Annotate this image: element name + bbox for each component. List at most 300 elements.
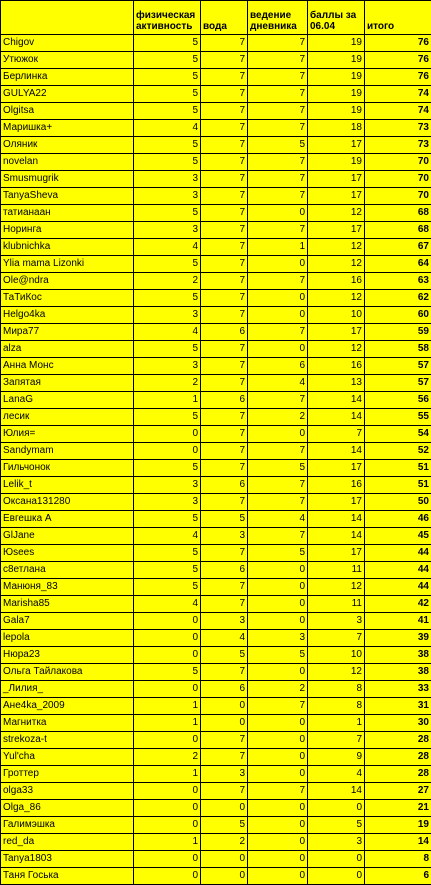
diary-cell[interactable]: 7	[248, 222, 308, 239]
daily-score-cell[interactable]: 12	[308, 256, 365, 273]
daily-score-cell[interactable]: 8	[308, 681, 365, 698]
physical-activity-cell[interactable]: 3	[134, 477, 201, 494]
participant-name-cell[interactable]: Lelik_t	[1, 477, 134, 494]
total-cell[interactable]: 52	[365, 443, 431, 460]
total-cell[interactable]: 73	[365, 120, 431, 137]
participant-name-cell[interactable]: Магнитка	[1, 715, 134, 732]
physical-activity-cell[interactable]: 0	[134, 426, 201, 443]
participant-name-cell[interactable]: Olgitsa	[1, 103, 134, 120]
participant-name-cell[interactable]: red_da	[1, 834, 134, 851]
daily-score-cell[interactable]: 11	[308, 596, 365, 613]
diary-cell[interactable]: 7	[248, 171, 308, 188]
daily-score-cell[interactable]: 17	[308, 137, 365, 154]
header-total[interactable]: итого	[365, 1, 431, 35]
diary-cell[interactable]: 3	[248, 630, 308, 647]
diary-cell[interactable]: 7	[248, 528, 308, 545]
participant-name-cell[interactable]: Marisha85	[1, 596, 134, 613]
total-cell[interactable]: 76	[365, 52, 431, 69]
total-cell[interactable]: 44	[365, 562, 431, 579]
water-cell[interactable]: 6	[201, 477, 248, 494]
total-cell[interactable]: 57	[365, 375, 431, 392]
total-cell[interactable]: 44	[365, 545, 431, 562]
physical-activity-cell[interactable]: 2	[134, 749, 201, 766]
daily-score-cell[interactable]: 16	[308, 273, 365, 290]
water-cell[interactable]: 7	[201, 188, 248, 205]
diary-cell[interactable]: 5	[248, 545, 308, 562]
water-cell[interactable]: 7	[201, 443, 248, 460]
water-cell[interactable]: 7	[201, 307, 248, 324]
daily-score-cell[interactable]: 18	[308, 120, 365, 137]
header-name[interactable]	[1, 1, 134, 35]
water-cell[interactable]: 7	[201, 749, 248, 766]
water-cell[interactable]: 7	[201, 35, 248, 52]
diary-cell[interactable]: 0	[248, 205, 308, 222]
diary-cell[interactable]: 0	[248, 664, 308, 681]
physical-activity-cell[interactable]: 5	[134, 86, 201, 103]
diary-cell[interactable]: 0	[248, 596, 308, 613]
water-cell[interactable]: 7	[201, 52, 248, 69]
total-cell[interactable]: 44	[365, 579, 431, 596]
diary-cell[interactable]: 0	[248, 562, 308, 579]
diary-cell[interactable]: 7	[248, 52, 308, 69]
physical-activity-cell[interactable]: 4	[134, 528, 201, 545]
participant-name-cell[interactable]: Юsees	[1, 545, 134, 562]
water-cell[interactable]: 5	[201, 647, 248, 664]
physical-activity-cell[interactable]: 3	[134, 307, 201, 324]
total-cell[interactable]: 76	[365, 35, 431, 52]
physical-activity-cell[interactable]: 4	[134, 239, 201, 256]
participant-name-cell[interactable]: Olga_86	[1, 800, 134, 817]
physical-activity-cell[interactable]: 0	[134, 630, 201, 647]
daily-score-cell[interactable]: 17	[308, 222, 365, 239]
physical-activity-cell[interactable]: 2	[134, 375, 201, 392]
diary-cell[interactable]: 5	[248, 137, 308, 154]
water-cell[interactable]: 7	[201, 222, 248, 239]
diary-cell[interactable]: 7	[248, 188, 308, 205]
daily-score-cell[interactable]: 5	[308, 817, 365, 834]
header-physical-activity[interactable]: физическая активность	[134, 1, 201, 35]
total-cell[interactable]: 51	[365, 477, 431, 494]
daily-score-cell[interactable]: 14	[308, 409, 365, 426]
physical-activity-cell[interactable]: 5	[134, 69, 201, 86]
daily-score-cell[interactable]: 17	[308, 494, 365, 511]
participant-name-cell[interactable]: Нюра23	[1, 647, 134, 664]
physical-activity-cell[interactable]: 5	[134, 511, 201, 528]
water-cell[interactable]: 7	[201, 426, 248, 443]
participant-name-cell[interactable]: novelan	[1, 154, 134, 171]
total-cell[interactable]: 42	[365, 596, 431, 613]
water-cell[interactable]: 7	[201, 86, 248, 103]
diary-cell[interactable]: 5	[248, 647, 308, 664]
diary-cell[interactable]: 7	[248, 324, 308, 341]
daily-score-cell[interactable]: 17	[308, 460, 365, 477]
participant-name-cell[interactable]: Helgo4ka	[1, 307, 134, 324]
physical-activity-cell[interactable]: 0	[134, 443, 201, 460]
water-cell[interactable]: 3	[201, 766, 248, 783]
physical-activity-cell[interactable]: 5	[134, 290, 201, 307]
physical-activity-cell[interactable]: 4	[134, 120, 201, 137]
daily-score-cell[interactable]: 7	[308, 426, 365, 443]
water-cell[interactable]: 6	[201, 681, 248, 698]
water-cell[interactable]: 7	[201, 273, 248, 290]
total-cell[interactable]: 57	[365, 358, 431, 375]
water-cell[interactable]: 7	[201, 783, 248, 800]
total-cell[interactable]: 46	[365, 511, 431, 528]
participant-name-cell[interactable]: Запятая	[1, 375, 134, 392]
total-cell[interactable]: 45	[365, 528, 431, 545]
participant-name-cell[interactable]: Tanya1803	[1, 851, 134, 868]
participant-name-cell[interactable]: Анна Монс	[1, 358, 134, 375]
physical-activity-cell[interactable]: 3	[134, 222, 201, 239]
diary-cell[interactable]: 7	[248, 783, 308, 800]
daily-score-cell[interactable]: 19	[308, 35, 365, 52]
daily-score-cell[interactable]: 7	[308, 630, 365, 647]
participant-name-cell[interactable]: Smusmugrik	[1, 171, 134, 188]
diary-cell[interactable]: 5	[248, 460, 308, 477]
water-cell[interactable]: 7	[201, 171, 248, 188]
participant-name-cell[interactable]: lepola	[1, 630, 134, 647]
daily-score-cell[interactable]: 12	[308, 239, 365, 256]
diary-cell[interactable]: 0	[248, 851, 308, 868]
total-cell[interactable]: 68	[365, 222, 431, 239]
participant-name-cell[interactable]: Норинга	[1, 222, 134, 239]
diary-cell[interactable]: 2	[248, 409, 308, 426]
total-cell[interactable]: 56	[365, 392, 431, 409]
total-cell[interactable]: 31	[365, 698, 431, 715]
water-cell[interactable]: 7	[201, 103, 248, 120]
daily-score-cell[interactable]: 17	[308, 188, 365, 205]
daily-score-cell[interactable]: 16	[308, 358, 365, 375]
water-cell[interactable]: 4	[201, 630, 248, 647]
diary-cell[interactable]: 0	[248, 817, 308, 834]
daily-score-cell[interactable]: 0	[308, 851, 365, 868]
total-cell[interactable]: 38	[365, 664, 431, 681]
physical-activity-cell[interactable]: 3	[134, 188, 201, 205]
diary-cell[interactable]: 4	[248, 375, 308, 392]
daily-score-cell[interactable]: 12	[308, 664, 365, 681]
physical-activity-cell[interactable]: 1	[134, 834, 201, 851]
physical-activity-cell[interactable]: 0	[134, 851, 201, 868]
daily-score-cell[interactable]: 14	[308, 528, 365, 545]
water-cell[interactable]: 7	[201, 409, 248, 426]
participant-name-cell[interactable]: Gala7	[1, 613, 134, 630]
diary-cell[interactable]: 1	[248, 239, 308, 256]
physical-activity-cell[interactable]: 0	[134, 647, 201, 664]
total-cell[interactable]: 8	[365, 851, 431, 868]
water-cell[interactable]: 0	[201, 800, 248, 817]
participant-name-cell[interactable]: TanyaSheva	[1, 188, 134, 205]
water-cell[interactable]: 0	[201, 851, 248, 868]
participant-name-cell[interactable]: Утюжок	[1, 52, 134, 69]
daily-score-cell[interactable]: 19	[308, 103, 365, 120]
water-cell[interactable]: 7	[201, 375, 248, 392]
participant-name-cell[interactable]: Ольга Тайлакова	[1, 664, 134, 681]
water-cell[interactable]: 6	[201, 324, 248, 341]
physical-activity-cell[interactable]: 2	[134, 273, 201, 290]
participant-name-cell[interactable]: _Лилия_	[1, 681, 134, 698]
daily-score-cell[interactable]: 12	[308, 205, 365, 222]
water-cell[interactable]: 7	[201, 460, 248, 477]
participant-name-cell[interactable]: Ole@ndra	[1, 273, 134, 290]
diary-cell[interactable]: 0	[248, 256, 308, 273]
water-cell[interactable]: 2	[201, 834, 248, 851]
participant-name-cell[interactable]: Галимэшка	[1, 817, 134, 834]
diary-cell[interactable]: 0	[248, 732, 308, 749]
total-cell[interactable]: 27	[365, 783, 431, 800]
water-cell[interactable]: 0	[201, 698, 248, 715]
physical-activity-cell[interactable]: 0	[134, 613, 201, 630]
diary-cell[interactable]: 7	[248, 392, 308, 409]
physical-activity-cell[interactable]: 0	[134, 783, 201, 800]
water-cell[interactable]: 7	[201, 358, 248, 375]
participant-name-cell[interactable]: alza	[1, 341, 134, 358]
physical-activity-cell[interactable]: 0	[134, 732, 201, 749]
total-cell[interactable]: 68	[365, 205, 431, 222]
diary-cell[interactable]: 0	[248, 800, 308, 817]
total-cell[interactable]: 33	[365, 681, 431, 698]
physical-activity-cell[interactable]: 5	[134, 256, 201, 273]
daily-score-cell[interactable]: 17	[308, 324, 365, 341]
participant-name-cell[interactable]: GlJane	[1, 528, 134, 545]
participant-name-cell[interactable]: Ане4ka_2009	[1, 698, 134, 715]
daily-score-cell[interactable]: 19	[308, 154, 365, 171]
header-diary[interactable]: ведение дневника	[248, 1, 308, 35]
participant-name-cell[interactable]: с8етлана	[1, 562, 134, 579]
diary-cell[interactable]: 0	[248, 579, 308, 596]
physical-activity-cell[interactable]: 5	[134, 205, 201, 222]
diary-cell[interactable]: 0	[248, 749, 308, 766]
daily-score-cell[interactable]: 8	[308, 698, 365, 715]
participant-name-cell[interactable]: Юлия=	[1, 426, 134, 443]
total-cell[interactable]: 6	[365, 868, 431, 885]
diary-cell[interactable]: 7	[248, 69, 308, 86]
physical-activity-cell[interactable]: 5	[134, 35, 201, 52]
total-cell[interactable]: 39	[365, 630, 431, 647]
physical-activity-cell[interactable]: 1	[134, 698, 201, 715]
diary-cell[interactable]: 4	[248, 511, 308, 528]
water-cell[interactable]: 5	[201, 511, 248, 528]
physical-activity-cell[interactable]: 1	[134, 392, 201, 409]
daily-score-cell[interactable]: 3	[308, 834, 365, 851]
participant-name-cell[interactable]: Таня Госька	[1, 868, 134, 885]
daily-score-cell[interactable]: 3	[308, 613, 365, 630]
participant-name-cell[interactable]: GULYA22	[1, 86, 134, 103]
diary-cell[interactable]: 0	[248, 613, 308, 630]
total-cell[interactable]: 67	[365, 239, 431, 256]
daily-score-cell[interactable]: 11	[308, 562, 365, 579]
total-cell[interactable]: 51	[365, 460, 431, 477]
participant-name-cell[interactable]: LanaG	[1, 392, 134, 409]
water-cell[interactable]: 7	[201, 290, 248, 307]
total-cell[interactable]: 50	[365, 494, 431, 511]
participant-name-cell[interactable]: Оксана131280	[1, 494, 134, 511]
total-cell[interactable]: 28	[365, 749, 431, 766]
physical-activity-cell[interactable]: 0	[134, 800, 201, 817]
participant-name-cell[interactable]: Гроттер	[1, 766, 134, 783]
diary-cell[interactable]: 0	[248, 715, 308, 732]
physical-activity-cell[interactable]: 5	[134, 664, 201, 681]
physical-activity-cell[interactable]: 1	[134, 766, 201, 783]
physical-activity-cell[interactable]: 5	[134, 137, 201, 154]
diary-cell[interactable]: 7	[248, 477, 308, 494]
diary-cell[interactable]: 7	[248, 273, 308, 290]
daily-score-cell[interactable]: 19	[308, 69, 365, 86]
total-cell[interactable]: 19	[365, 817, 431, 834]
water-cell[interactable]: 7	[201, 154, 248, 171]
diary-cell[interactable]: 7	[248, 103, 308, 120]
physical-activity-cell[interactable]: 0	[134, 681, 201, 698]
total-cell[interactable]: 74	[365, 86, 431, 103]
total-cell[interactable]: 70	[365, 188, 431, 205]
participant-name-cell[interactable]: Евгешка А	[1, 511, 134, 528]
total-cell[interactable]: 64	[365, 256, 431, 273]
water-cell[interactable]: 7	[201, 256, 248, 273]
daily-score-cell[interactable]: 4	[308, 766, 365, 783]
physical-activity-cell[interactable]: 5	[134, 409, 201, 426]
daily-score-cell[interactable]: 17	[308, 545, 365, 562]
diary-cell[interactable]: 7	[248, 120, 308, 137]
diary-cell[interactable]: 0	[248, 834, 308, 851]
water-cell[interactable]: 7	[201, 205, 248, 222]
participant-name-cell[interactable]: лесик	[1, 409, 134, 426]
participant-name-cell[interactable]: Гильчонок	[1, 460, 134, 477]
daily-score-cell[interactable]: 10	[308, 647, 365, 664]
participant-name-cell[interactable]: Маришка+	[1, 120, 134, 137]
diary-cell[interactable]: 7	[248, 698, 308, 715]
physical-activity-cell[interactable]: 1	[134, 715, 201, 732]
water-cell[interactable]: 0	[201, 868, 248, 885]
physical-activity-cell[interactable]: 4	[134, 324, 201, 341]
participant-name-cell[interactable]: strekoza-t	[1, 732, 134, 749]
total-cell[interactable]: 70	[365, 171, 431, 188]
diary-cell[interactable]: 7	[248, 494, 308, 511]
diary-cell[interactable]: 0	[248, 868, 308, 885]
participant-name-cell[interactable]: Оляник	[1, 137, 134, 154]
daily-score-cell[interactable]: 14	[308, 511, 365, 528]
daily-score-cell[interactable]: 19	[308, 86, 365, 103]
daily-score-cell[interactable]: 19	[308, 52, 365, 69]
total-cell[interactable]: 14	[365, 834, 431, 851]
diary-cell[interactable]: 2	[248, 681, 308, 698]
diary-cell[interactable]: 0	[248, 341, 308, 358]
physical-activity-cell[interactable]: 4	[134, 596, 201, 613]
daily-score-cell[interactable]: 12	[308, 579, 365, 596]
water-cell[interactable]: 7	[201, 120, 248, 137]
total-cell[interactable]: 59	[365, 324, 431, 341]
daily-score-cell[interactable]: 0	[308, 868, 365, 885]
physical-activity-cell[interactable]: 5	[134, 460, 201, 477]
water-cell[interactable]: 5	[201, 817, 248, 834]
diary-cell[interactable]: 0	[248, 307, 308, 324]
total-cell[interactable]: 76	[365, 69, 431, 86]
physical-activity-cell[interactable]: 5	[134, 103, 201, 120]
total-cell[interactable]: 62	[365, 290, 431, 307]
water-cell[interactable]: 7	[201, 494, 248, 511]
participant-name-cell[interactable]: Yul'cha	[1, 749, 134, 766]
daily-score-cell[interactable]: 0	[308, 800, 365, 817]
daily-score-cell[interactable]: 12	[308, 290, 365, 307]
water-cell[interactable]: 3	[201, 613, 248, 630]
participant-name-cell[interactable]: татианаан	[1, 205, 134, 222]
water-cell[interactable]: 7	[201, 664, 248, 681]
daily-score-cell[interactable]: 7	[308, 732, 365, 749]
total-cell[interactable]: 28	[365, 766, 431, 783]
water-cell[interactable]: 7	[201, 137, 248, 154]
physical-activity-cell[interactable]: 0	[134, 817, 201, 834]
physical-activity-cell[interactable]: 3	[134, 171, 201, 188]
diary-cell[interactable]: 7	[248, 86, 308, 103]
total-cell[interactable]: 60	[365, 307, 431, 324]
daily-score-cell[interactable]: 16	[308, 477, 365, 494]
total-cell[interactable]: 73	[365, 137, 431, 154]
total-cell[interactable]: 30	[365, 715, 431, 732]
physical-activity-cell[interactable]: 5	[134, 562, 201, 579]
physical-activity-cell[interactable]: 5	[134, 341, 201, 358]
water-cell[interactable]: 7	[201, 545, 248, 562]
physical-activity-cell[interactable]: 5	[134, 545, 201, 562]
daily-score-cell[interactable]: 1	[308, 715, 365, 732]
participant-name-cell[interactable]: Манюня_83	[1, 579, 134, 596]
daily-score-cell[interactable]: 12	[308, 341, 365, 358]
total-cell[interactable]: 21	[365, 800, 431, 817]
water-cell[interactable]: 7	[201, 579, 248, 596]
header-water[interactable]: вода	[201, 1, 248, 35]
daily-score-cell[interactable]: 14	[308, 392, 365, 409]
participant-name-cell[interactable]: Sandymam	[1, 443, 134, 460]
diary-cell[interactable]: 7	[248, 443, 308, 460]
water-cell[interactable]: 7	[201, 732, 248, 749]
water-cell[interactable]: 6	[201, 562, 248, 579]
total-cell[interactable]: 74	[365, 103, 431, 120]
diary-cell[interactable]: 0	[248, 426, 308, 443]
diary-cell[interactable]: 7	[248, 35, 308, 52]
participant-name-cell[interactable]: Chigov	[1, 35, 134, 52]
daily-score-cell[interactable]: 14	[308, 443, 365, 460]
participant-name-cell[interactable]: olga33	[1, 783, 134, 800]
participant-name-cell[interactable]: ТаТиКос	[1, 290, 134, 307]
total-cell[interactable]: 38	[365, 647, 431, 664]
total-cell[interactable]: 55	[365, 409, 431, 426]
participant-name-cell[interactable]: Мира77	[1, 324, 134, 341]
water-cell[interactable]: 7	[201, 596, 248, 613]
diary-cell[interactable]: 6	[248, 358, 308, 375]
physical-activity-cell[interactable]: 5	[134, 52, 201, 69]
physical-activity-cell[interactable]: 3	[134, 494, 201, 511]
water-cell[interactable]: 3	[201, 528, 248, 545]
total-cell[interactable]: 58	[365, 341, 431, 358]
water-cell[interactable]: 6	[201, 392, 248, 409]
water-cell[interactable]: 7	[201, 341, 248, 358]
physical-activity-cell[interactable]: 0	[134, 868, 201, 885]
daily-score-cell[interactable]: 17	[308, 171, 365, 188]
daily-score-cell[interactable]: 13	[308, 375, 365, 392]
physical-activity-cell[interactable]: 5	[134, 579, 201, 596]
total-cell[interactable]: 70	[365, 154, 431, 171]
participant-name-cell[interactable]: Берлинка	[1, 69, 134, 86]
total-cell[interactable]: 41	[365, 613, 431, 630]
total-cell[interactable]: 63	[365, 273, 431, 290]
total-cell[interactable]: 28	[365, 732, 431, 749]
diary-cell[interactable]: 7	[248, 154, 308, 171]
physical-activity-cell[interactable]: 5	[134, 154, 201, 171]
total-cell[interactable]: 54	[365, 426, 431, 443]
diary-cell[interactable]: 0	[248, 290, 308, 307]
water-cell[interactable]: 0	[201, 715, 248, 732]
participant-name-cell[interactable]: Ylia mama Lizonki	[1, 256, 134, 273]
physical-activity-cell[interactable]: 3	[134, 358, 201, 375]
diary-cell[interactable]: 0	[248, 766, 308, 783]
participant-name-cell[interactable]: klubnichka	[1, 239, 134, 256]
